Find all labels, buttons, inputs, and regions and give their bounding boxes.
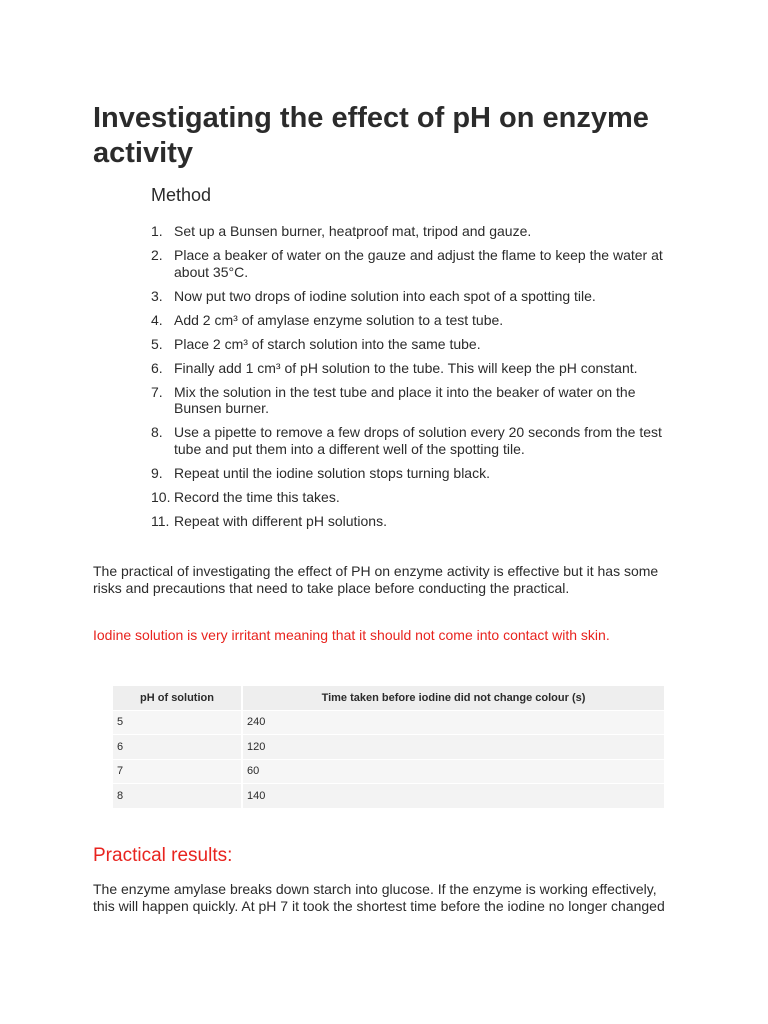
table-row bbox=[113, 710, 665, 735]
page-title: Investigating the effect of pH on enzyme activity bbox=[93, 102, 649, 169]
list-item bbox=[151, 312, 671, 329]
list-item bbox=[151, 384, 671, 417]
list-item bbox=[151, 247, 671, 280]
table-cell-ph: 5 bbox=[113, 710, 242, 735]
list-item bbox=[151, 288, 671, 305]
step-text: Now put two drops of iodine solution into each spot of a spotting tile. bbox=[174, 287, 596, 304]
step-text: Add 2 cm³ of amylase enzyme solution to a test tube. bbox=[174, 311, 504, 328]
list-item bbox=[151, 360, 671, 377]
table-header-row bbox=[113, 686, 665, 710]
step-text: Set up a Bunsen burner, heatproof mat, tripod and gauze. bbox=[174, 223, 532, 239]
results-table bbox=[113, 686, 666, 809]
table-row bbox=[113, 759, 665, 784]
method-heading: Method bbox=[151, 185, 212, 205]
table-cell-ph: 8 bbox=[113, 784, 242, 809]
step-number: 2. bbox=[151, 247, 163, 263]
step-number: 5. bbox=[151, 335, 163, 352]
table-cell-time: 60 bbox=[242, 759, 665, 784]
step-text: Record the time this takes. bbox=[174, 488, 340, 505]
step-number: 10. bbox=[151, 488, 171, 505]
step-text: Finally add 1 cm³ of pH solution to the tube. This will keep the pH constant. bbox=[174, 359, 638, 376]
step-text: Repeat with different pH solutions. bbox=[174, 512, 387, 529]
list-item bbox=[151, 336, 671, 353]
list-item bbox=[151, 465, 671, 482]
table-cell-ph: 7 bbox=[113, 759, 242, 784]
table-cell-time: 120 bbox=[242, 735, 665, 760]
step-text: Mix the solution in the test tube and place it into the beaker of water on the Bunsen burner. bbox=[174, 383, 636, 416]
list-item bbox=[151, 223, 671, 240]
table-row bbox=[113, 735, 665, 760]
list-item bbox=[151, 424, 671, 457]
results-paragraph: The enzyme amylase breaks down starch into glucose. If the enzyme is working effectively, this will happen quickly. At pH 7 it took the shortest time before the iodine no longer changed bbox=[93, 881, 665, 914]
intro-paragraph: The practical of investigating the effect of PH on enzyme activity is effective but it has some risks and precautions that need to take place before conducting the practical. bbox=[93, 563, 659, 596]
column-header-time: Time taken before iodine did not change colour (s) bbox=[242, 686, 665, 710]
step-number: 9. bbox=[151, 464, 163, 481]
step-number: 7. bbox=[151, 383, 163, 400]
step-text: Place 2 cm³ of starch solution into the same tube. bbox=[174, 335, 481, 352]
step-text: Repeat until the iodine solution stops turning black. bbox=[174, 464, 490, 481]
step-number: 1. bbox=[151, 223, 163, 239]
step-number: 6. bbox=[151, 359, 163, 376]
table-row bbox=[113, 784, 665, 809]
list-item bbox=[151, 489, 671, 506]
step-number: 4. bbox=[151, 311, 163, 328]
column-header-ph: pH of solution bbox=[113, 686, 242, 710]
step-number: 3. bbox=[151, 287, 163, 304]
step-number: 8. bbox=[151, 424, 163, 440]
step-number: 11. bbox=[151, 512, 170, 529]
list-item bbox=[151, 513, 671, 530]
table-cell-time: 240 bbox=[242, 710, 665, 735]
table-cell-ph: 6 bbox=[113, 735, 242, 760]
table-cell-time: 140 bbox=[242, 784, 665, 809]
step-text: Place a beaker of water on the gauze and adjust the flame to keep the water at about 35°C. bbox=[174, 247, 663, 280]
method-steps-list bbox=[151, 223, 671, 537]
step-text: Use a pipette to remove a few drops of solution every 20 seconds from the test tube and put them into a different well of the spotting tile. bbox=[174, 424, 662, 457]
results-heading: Practical results: bbox=[93, 845, 233, 866]
safety-warning: Iodine solution is very irritant meaning that it should not come into contact with skin. bbox=[93, 627, 610, 643]
